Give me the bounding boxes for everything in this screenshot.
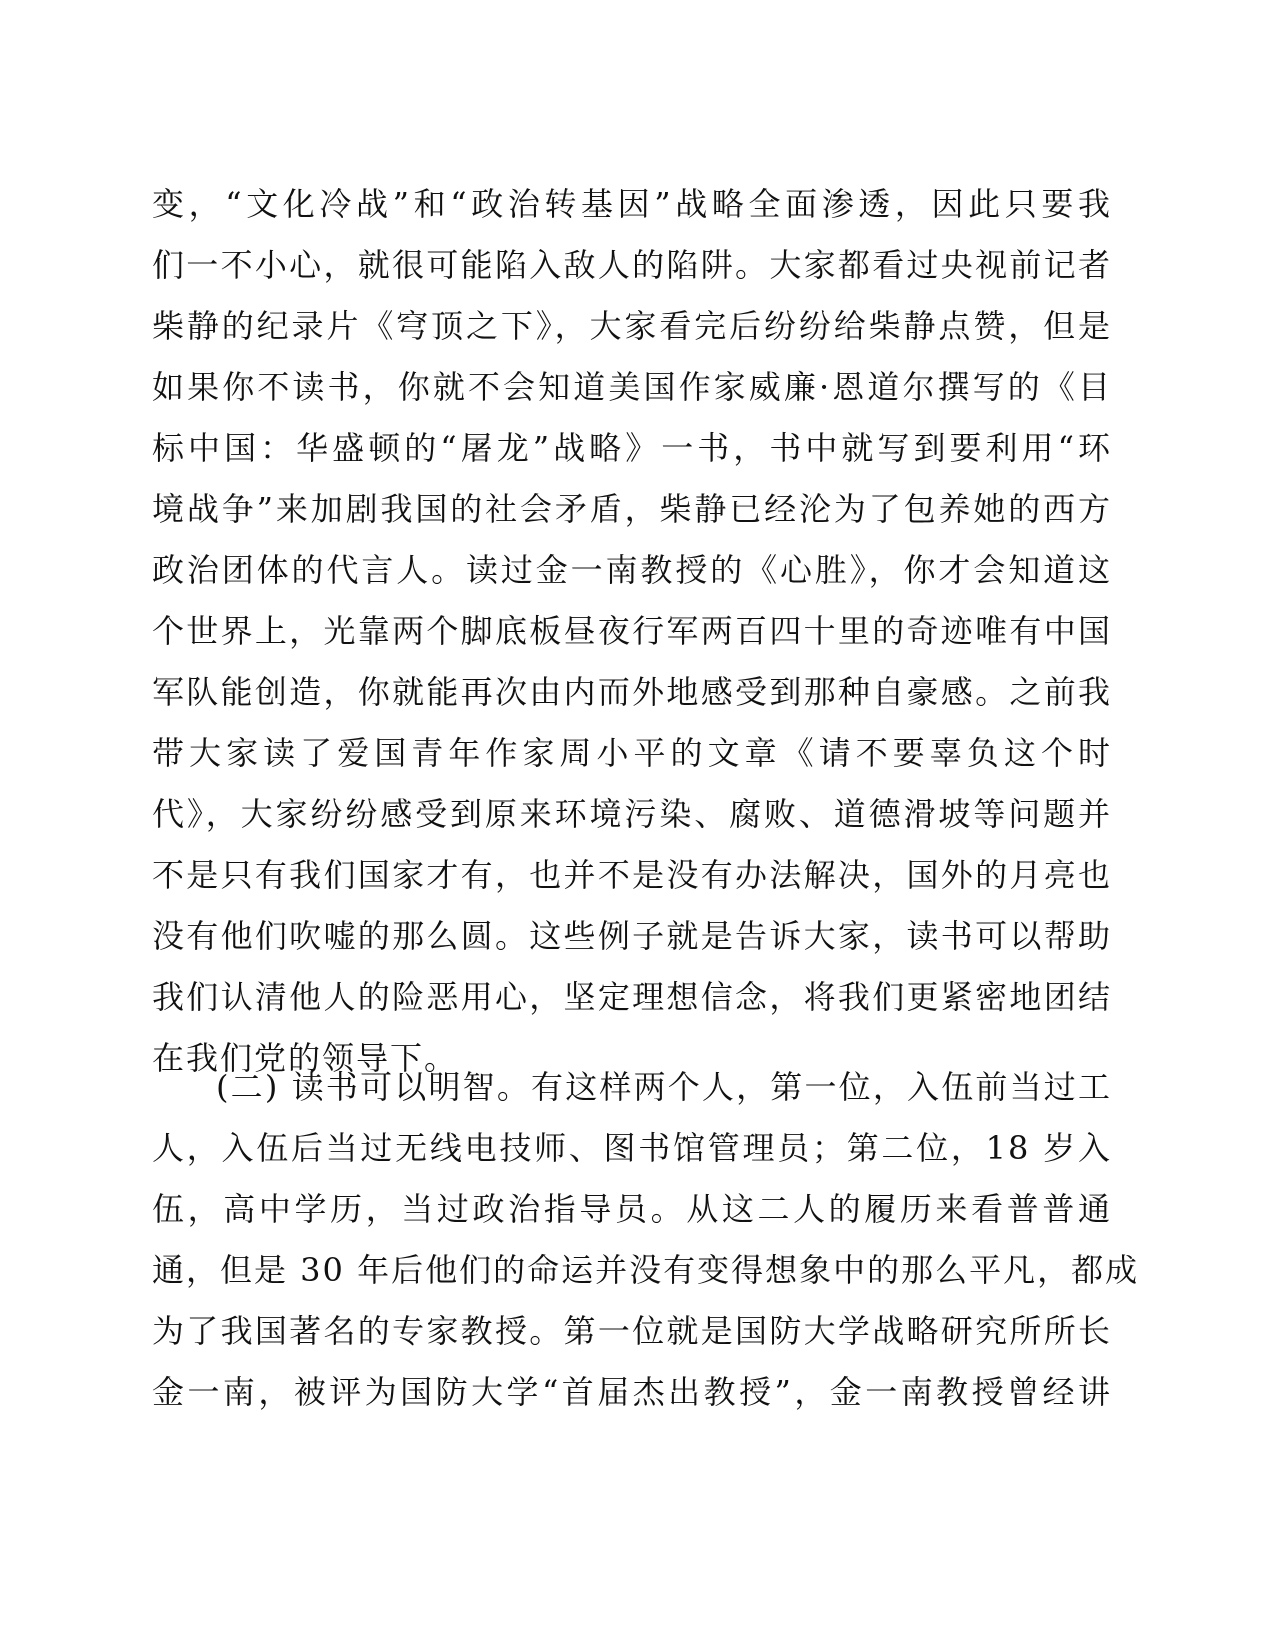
text-line: 军队能创造，你就能再次由内而外地感受到那种自豪感。之前我: [152, 673, 1112, 711]
text-line: 不是只有我们国家才有，也并不是没有办法解决，国外的月亮也: [152, 856, 1112, 894]
text-line: 变，“文化冷战”和“政治转基因”战略全面渗透，因此只要我: [152, 185, 1112, 223]
text-line: 代》，大家纷纷感受到原来环境污染、腐败、道德滑坡等问题并: [152, 795, 1112, 833]
text-line: 人，入伍后当过无线电技师、图书馆管理员；第二位，18 岁入: [152, 1129, 1112, 1167]
text-line: 为了我国著名的专家教授。第一位就是国防大学战略研究所所长: [152, 1312, 1112, 1350]
text-line: 政治团体的代言人。读过金一南教授的《心胜》，你才会知道这: [152, 551, 1112, 589]
text-line: 没有他们吹嘘的那么圆。这些例子就是告诉大家，读书可以帮助: [152, 917, 1112, 955]
text-line: 通，但是 30 年后他们的命运并没有变得想象中的那么平凡，都成: [152, 1251, 1140, 1289]
text-line: 带大家读了爱国青年作家周小平的文章《请不要辜负这个时: [152, 734, 1112, 772]
text-line: 个世界上，光靠两个脚底板昼夜行军两百四十里的奇迹唯有中国: [152, 612, 1112, 650]
text-line: 们一不小心，就很可能陷入敌人的陷阱。大家都看过央视前记者: [152, 246, 1112, 284]
text-line: 我们认清他人的险恶用心，坚定理想信念，将我们更紧密地团结: [152, 978, 1112, 1016]
text-line: (二) 读书可以明智。有这样两个人，第一位，入伍前当过工: [216, 1068, 1112, 1106]
text-line: 标中国：华盛顿的“屠龙”战略》一书，书中就写到要利用“环: [152, 429, 1112, 467]
paragraph-1: [152, 174, 1112, 1089]
text-line: 金一南，被评为国防大学“首届杰出教授”，金一南教授曾经讲: [152, 1373, 1112, 1411]
text-line: 如果你不读书，你就不会知道美国作家威廉·恩道尔撰写的《目: [152, 368, 1112, 406]
text-line: 境战争”来加剧我国的社会矛盾，柴静已经沦为了包养她的西方: [152, 490, 1112, 528]
text-line: 柴静的纪录片《穹顶之下》，大家看完后纷纷给柴静点赞，但是: [152, 307, 1112, 345]
text-line: 在我们党的领导下。: [152, 1039, 459, 1077]
paragraph-2: [152, 1057, 1140, 1423]
text-line: 伍，高中学历，当过政治指导员。从这二人的履历来看普普通: [152, 1190, 1112, 1228]
